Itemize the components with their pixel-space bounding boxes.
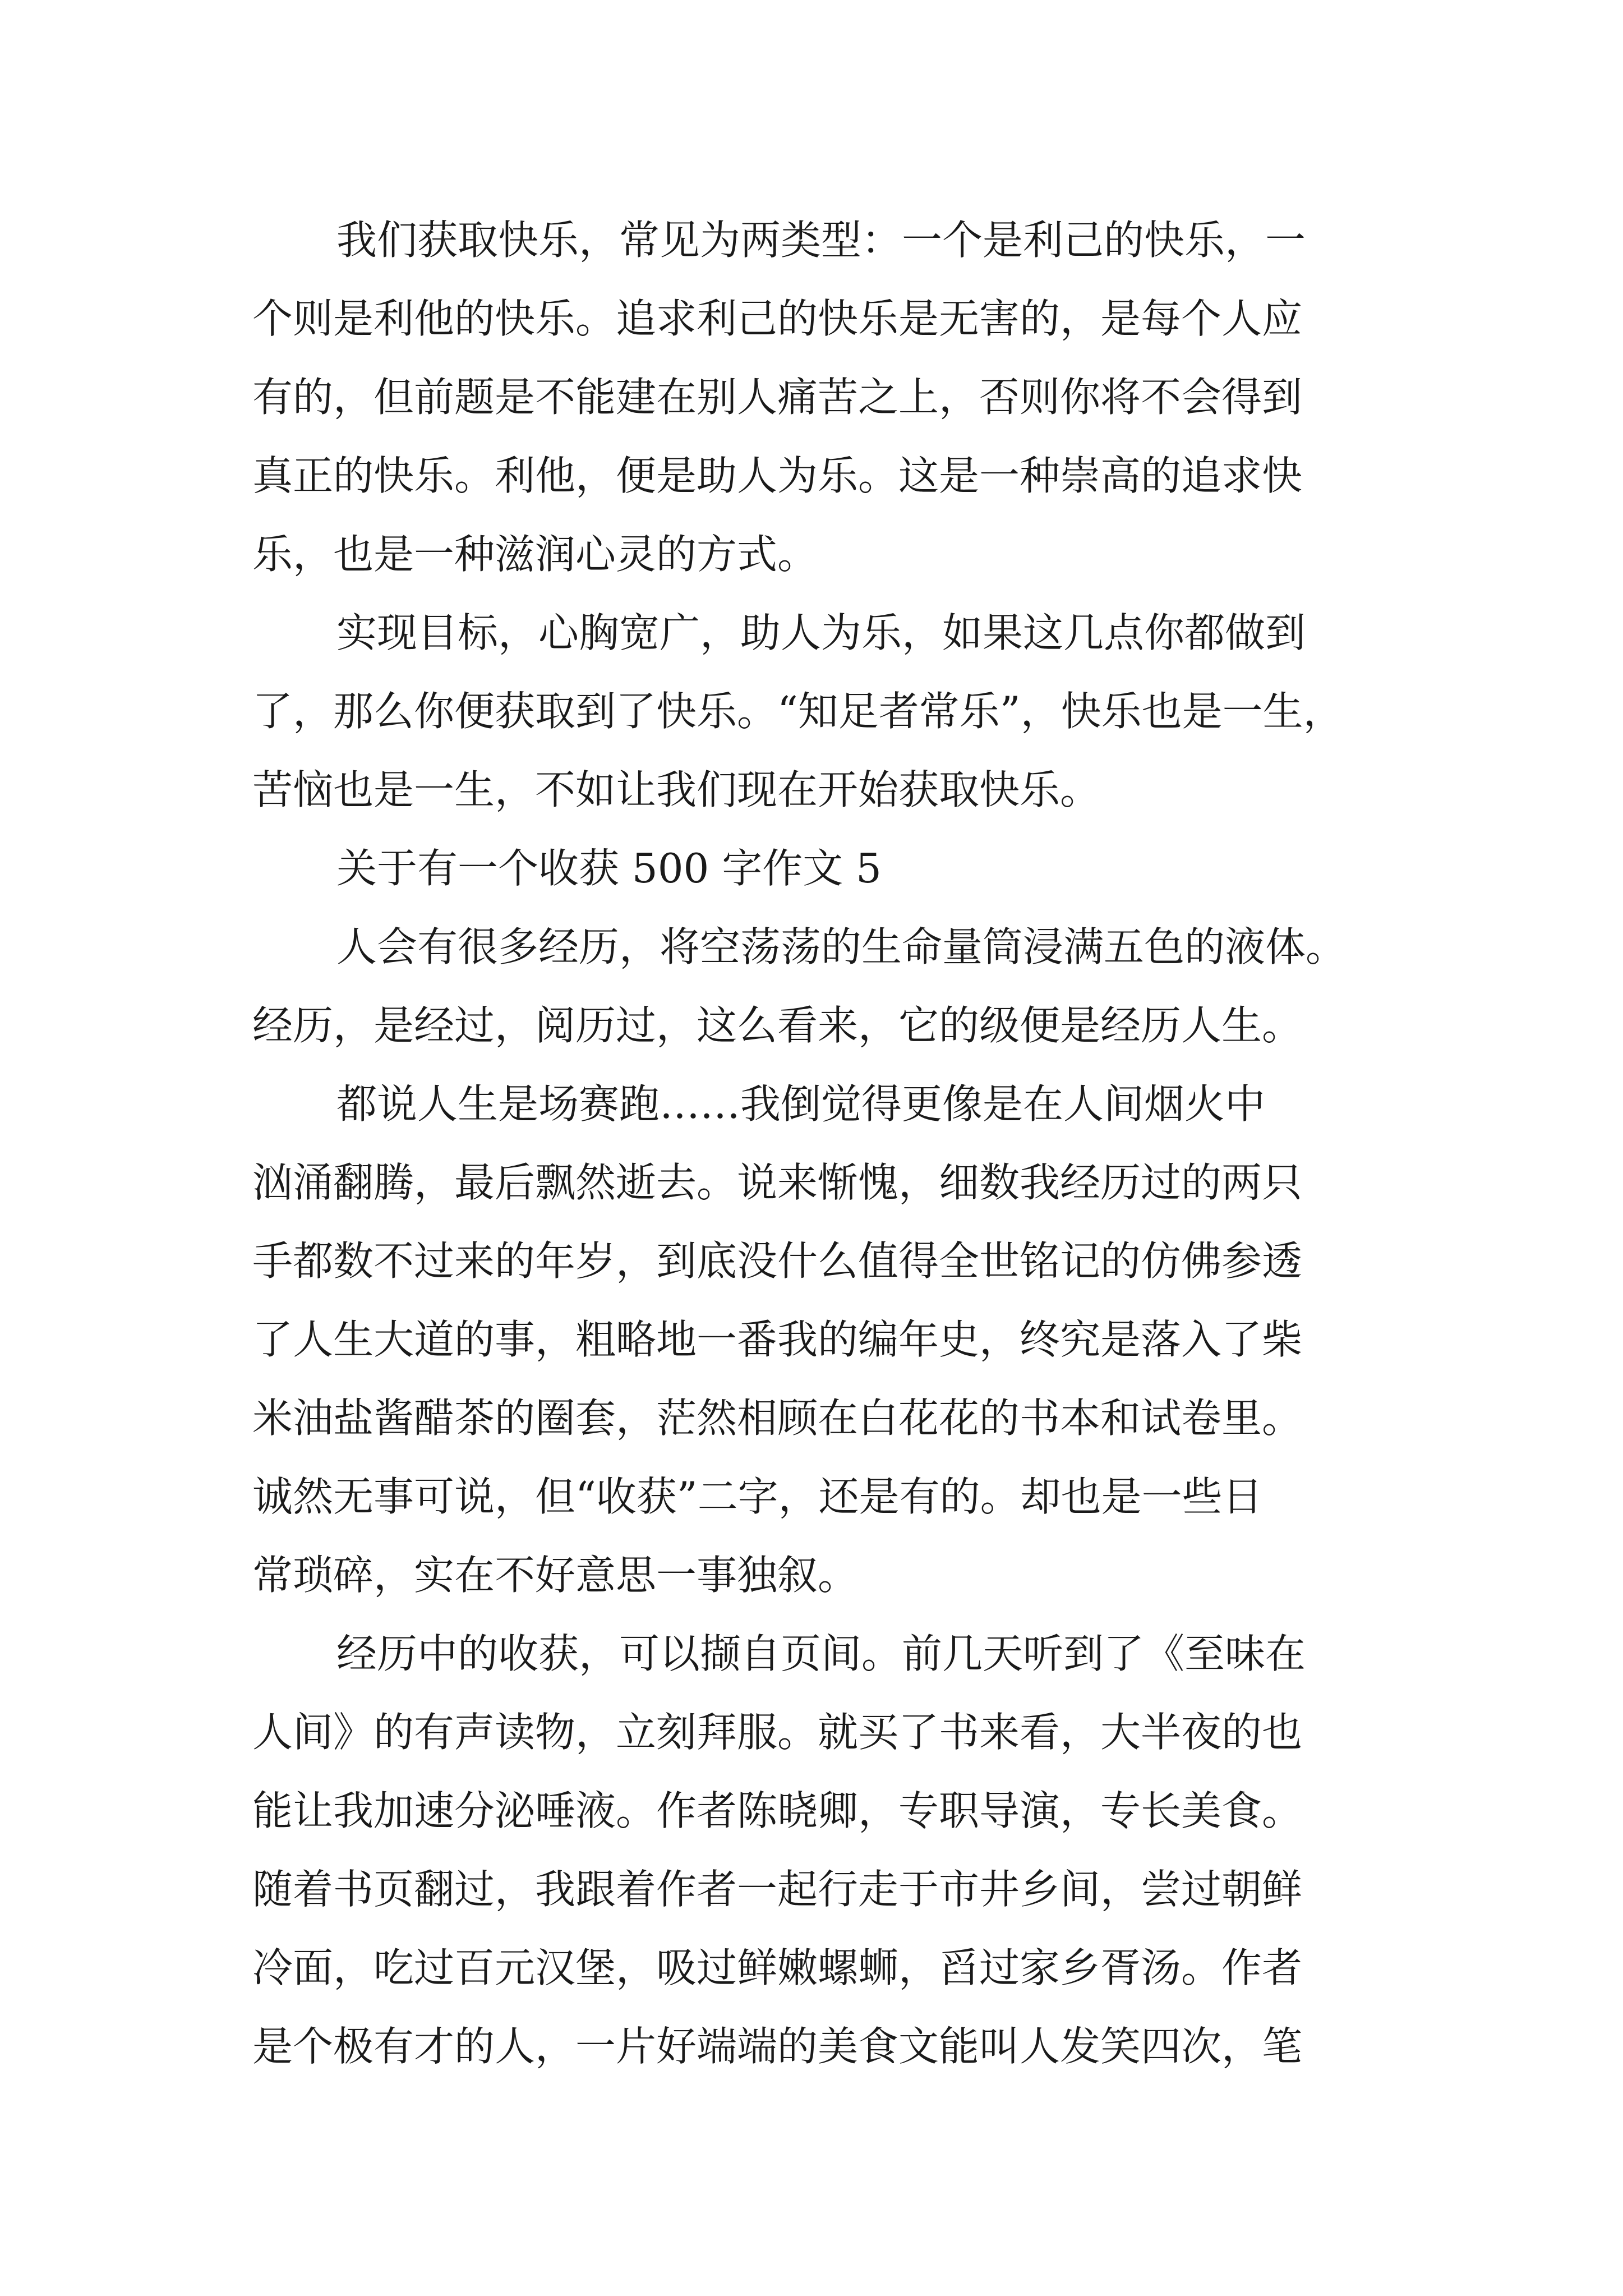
text-line: 了，那么你便获取到了快乐。“知足者常乐”，快乐也是一生， [252, 688, 1344, 735]
text-line: 真正的快乐。利他，便是助人为乐。这是一种崇高的追求快 [252, 452, 1303, 499]
text-line: 有的，但前题是不能建在别人痛苦之上，否则你将不会得到 [252, 374, 1303, 421]
text-line: 米油盐酱醋茶的圈套，茫然相顾在白花花的书本和试卷里。 [252, 1395, 1303, 1442]
text-line: 人间》的有声读物，立刻拜服。就买了书来看，大半夜的也 [252, 1709, 1303, 1756]
text-line: 都说人生是场赛跑……我倒觉得更像是在人间烟火中 [336, 1080, 1266, 1128]
section-heading: 关于有一个收获 500 字作文 5 [336, 845, 882, 892]
text-line: 是个极有才的人，一片好端端的美食文能叫人发笑四次，笔 [252, 2023, 1303, 2070]
text-line: 实现目标，心胸宽广，助人为乐，如果这几点你都做到 [336, 609, 1306, 656]
text-line: 苦恼也是一生，不如让我们现在开始获取快乐。 [252, 766, 1101, 813]
text-line: 汹涌翻腾，最后飘然逝去。说来惭愧，细数我经历过的两只 [252, 1159, 1303, 1206]
text-line: 个则是利他的快乐。追求利己的快乐是无害的，是每个人应 [252, 295, 1303, 342]
text-line: 冷面，吃过百元汉堡，吸过鲜嫩螺蛳，舀过家乡胥汤。作者 [252, 1944, 1303, 1991]
text-line: 随着书页翻过，我跟着作者一起行走于市井乡间，尝过朝鲜 [252, 1866, 1303, 1913]
text-line: 常琐碎，实在不好意思一事独叙。 [252, 1552, 859, 1599]
text-line: 人会有很多经历，将空荡荡的生命量筒浸满五色的液体。 [336, 923, 1347, 970]
text-line: 诚然无事可说，但“收获”二字，还是有的。却也是一些日 [252, 1473, 1263, 1520]
text-line: 手都数不过来的年岁，到底没什么值得全世铭记的仿佛参透 [252, 1237, 1303, 1285]
text-line: 经历中的收获，可以撷自页间。前几天听到了《至味在 [336, 1630, 1306, 1677]
text-line: 乐，也是一种滋润心灵的方式。 [252, 531, 818, 578]
text-line: 能让我加速分泌唾液。作者陈晓卿，专职导演，专长美食。 [252, 1787, 1303, 1834]
text-line: 我们获取快乐，常见为两类型：一个是利己的快乐，一 [336, 217, 1306, 264]
text-line: 了人生大道的事，粗略地一番我的编年史，终究是落入了柴 [252, 1316, 1303, 1363]
text-line: 经历，是经过，阅历过，这么看来，它的级便是经历人生。 [252, 1002, 1303, 1049]
